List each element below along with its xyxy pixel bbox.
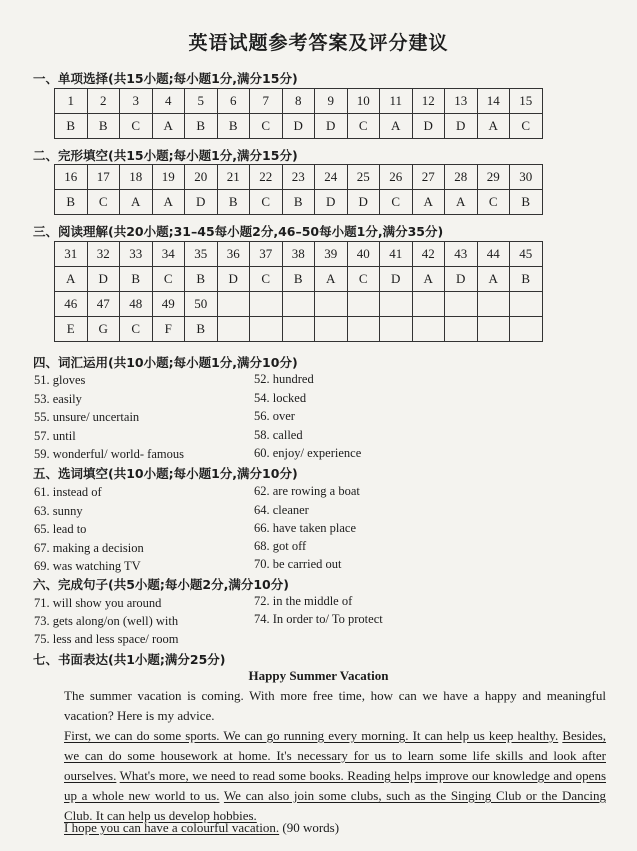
answer-cell: C: [347, 267, 380, 292]
essay-title: Happy Summer Vacation: [248, 668, 389, 683]
answer-item: 69. was watching TV: [34, 559, 141, 573]
section-heading-word-fill: 五、选词填空(共10小题;每小题1分,满分10分): [33, 466, 298, 481]
answer-item: 62. are rowing a boat: [254, 484, 360, 498]
answer-cell: D: [445, 267, 478, 292]
answer-cell: B: [185, 317, 218, 342]
answer-cell: [477, 317, 510, 342]
answer-item: 71. will show you around: [34, 596, 162, 610]
answer-cell: C: [250, 267, 283, 292]
question-number: 33: [120, 242, 153, 267]
answer-cell: [347, 317, 380, 342]
answer-cell: C: [250, 114, 283, 139]
answer-item: 72. in the middle of: [254, 594, 353, 608]
question-number: 44: [477, 242, 510, 267]
section-heading-cloze: 二、完形填空(共15小题;每小题1分,满分15分): [33, 148, 298, 163]
question-number: 34: [152, 242, 185, 267]
answer-cell: B: [120, 267, 153, 292]
answer-cell: [445, 317, 478, 342]
answer-cell: [412, 317, 445, 342]
answer-item: 74. In order to/ To protect: [254, 612, 383, 626]
question-number: 39: [315, 242, 348, 267]
question-number: [315, 292, 348, 317]
essay-text: We can also join some clubs, such as the Singing Club or the Dancing Club. It can help us develop hobbies.: [64, 788, 606, 823]
page-title: 英语试题参考答案及评分建议: [188, 32, 449, 54]
question-number: 42: [412, 242, 445, 267]
question-number: 47: [87, 292, 120, 317]
essay-paragraph-3: [64, 818, 606, 838]
answer-item: 73. gets along/on (well) with: [34, 614, 179, 628]
section-heading-single-choice: 一、单项选择(共15小题;每小题1分,满分15分): [33, 71, 298, 86]
answer-cell: D: [87, 267, 120, 292]
answer-item: 70. be carried out: [254, 557, 342, 571]
answer-cell: D: [315, 190, 348, 215]
question-number: 23: [282, 165, 315, 190]
question-number: 3: [120, 89, 153, 114]
answer-cell: [282, 317, 315, 342]
answer-cell: B: [510, 267, 543, 292]
section-heading-vocabulary: 四、词汇运用(共10小题;每小题1分,满分10分): [33, 355, 298, 370]
question-number: 45: [510, 242, 543, 267]
question-number: 10: [347, 89, 380, 114]
essay-text: The summer vacation is coming. With more free time, how can we have a happy and meaningful vacation? Here is my advice.: [64, 688, 606, 723]
question-number: [380, 292, 413, 317]
question-number: 12: [412, 89, 445, 114]
answer-cell: D: [282, 114, 315, 139]
answer-table-2: [54, 164, 543, 215]
question-number: 36: [217, 242, 250, 267]
question-number: 1: [55, 89, 88, 114]
answer-cell: D: [185, 190, 218, 215]
question-number: 7: [250, 89, 283, 114]
question-number: 5: [185, 89, 218, 114]
question-number: 31: [55, 242, 88, 267]
question-number: 8: [282, 89, 315, 114]
answer-item: 57. until: [34, 429, 76, 443]
answer-cell: [510, 317, 543, 342]
section-heading-reading: 三、阅读理解(共20小题;31–45每小题2分,46–50每小题1分,满分35分): [33, 224, 444, 239]
question-number: 35: [185, 242, 218, 267]
answer-cell: C: [87, 190, 120, 215]
answer-cell: A: [412, 267, 445, 292]
answer-cell: [380, 317, 413, 342]
question-number: 9: [315, 89, 348, 114]
question-number: 19: [152, 165, 185, 190]
question-number: [510, 292, 543, 317]
question-number: 16: [55, 165, 88, 190]
answer-cell: A: [315, 267, 348, 292]
answer-item: 59. wonderful/ world- famous: [34, 447, 184, 461]
question-number: 41: [380, 242, 413, 267]
answer-cell: C: [250, 190, 283, 215]
answer-item: 75. less and less space/ room: [34, 632, 179, 646]
essay-text: Besides, we can do some housework at home. It's necessary for us to learn some life skills and look after ourselves.: [64, 728, 607, 783]
question-number: 20: [185, 165, 218, 190]
answer-cell: C: [347, 114, 380, 139]
question-number: 27: [412, 165, 445, 190]
answer-cell: [250, 317, 283, 342]
question-number: 24: [315, 165, 348, 190]
answer-item: 66. have taken place: [254, 521, 357, 535]
answer-item: 60. enjoy/ experience: [254, 446, 362, 460]
question-number: 38: [282, 242, 315, 267]
question-number: 49: [152, 292, 185, 317]
question-number: 21: [217, 165, 250, 190]
section-heading-writing: 七、书面表达(共1小题;满分25分): [33, 652, 226, 667]
question-number: 22: [250, 165, 283, 190]
answer-cell: B: [217, 114, 250, 139]
question-number: 14: [477, 89, 510, 114]
answer-item: 65. lead to: [34, 522, 87, 536]
question-number: [445, 292, 478, 317]
answer-cell: B: [55, 190, 88, 215]
answer-cell: G: [87, 317, 120, 342]
essay-text: I hope you can have a colourful vacation.: [64, 820, 280, 835]
question-number: 40: [347, 242, 380, 267]
answer-item: 61. instead of: [34, 485, 102, 499]
question-number: [347, 292, 380, 317]
question-number: 37: [250, 242, 283, 267]
question-number: 32: [87, 242, 120, 267]
section-heading-sentence-completion: 六、完成句子(共5小题;每小题2分,满分10分): [33, 577, 289, 592]
answer-cell: A: [152, 190, 185, 215]
answer-cell: B: [217, 190, 250, 215]
question-number: 26: [380, 165, 413, 190]
answer-item: 55. unsure/ uncertain: [34, 410, 140, 424]
essay-paragraph-2: [64, 726, 606, 826]
word-count: (90 words): [282, 820, 340, 835]
answer-cell: B: [282, 190, 315, 215]
answer-item: 52. hundred: [254, 372, 314, 386]
answer-cell: C: [120, 114, 153, 139]
answer-cell: D: [380, 267, 413, 292]
question-number: 17: [87, 165, 120, 190]
answer-cell: C: [120, 317, 153, 342]
question-number: 18: [120, 165, 153, 190]
answer-cell: [217, 317, 250, 342]
answer-item: 51. gloves: [34, 373, 86, 387]
answer-cell: D: [445, 114, 478, 139]
answer-cell: A: [152, 114, 185, 139]
answer-cell: C: [380, 190, 413, 215]
answer-cell: B: [282, 267, 315, 292]
question-number: 15: [510, 89, 543, 114]
question-number: 11: [380, 89, 413, 114]
answer-item: 58. called: [254, 428, 303, 442]
answer-cell: C: [510, 114, 543, 139]
question-number: [412, 292, 445, 317]
question-number: 4: [152, 89, 185, 114]
answer-cell: B: [185, 267, 218, 292]
answer-item: 53. easily: [34, 392, 82, 406]
answer-cell: A: [412, 190, 445, 215]
question-number: 6: [217, 89, 250, 114]
answer-item: 56. over: [254, 409, 295, 423]
question-number: 2: [87, 89, 120, 114]
answer-cell: D: [315, 114, 348, 139]
question-number: 48: [120, 292, 153, 317]
answer-cell: F: [152, 317, 185, 342]
answer-cell: A: [445, 190, 478, 215]
question-number: 46: [55, 292, 88, 317]
answer-item: 63. sunny: [34, 504, 83, 518]
question-number: [217, 292, 250, 317]
answer-cell: A: [55, 267, 88, 292]
answer-cell: A: [477, 114, 510, 139]
answer-cell: D: [217, 267, 250, 292]
answer-cell: E: [55, 317, 88, 342]
answer-cell: A: [120, 190, 153, 215]
answer-cell: C: [477, 190, 510, 215]
answer-cell: C: [152, 267, 185, 292]
answer-item: 64. cleaner: [254, 503, 309, 517]
answer-item: 54. locked: [254, 391, 307, 405]
answer-cell: D: [412, 114, 445, 139]
answer-cell: D: [347, 190, 380, 215]
essay-text: First, we can do some sports. We can go running every morning. It can help us keep healthy.: [64, 728, 559, 743]
answer-cell: B: [55, 114, 88, 139]
answer-table-1: [54, 88, 543, 139]
answer-item: 67. making a decision: [34, 541, 144, 555]
question-number: 28: [445, 165, 478, 190]
answer-cell: B: [87, 114, 120, 139]
question-number: 30: [510, 165, 543, 190]
answer-item: 68. got off: [254, 539, 307, 553]
question-number: [477, 292, 510, 317]
answer-cell: B: [510, 190, 543, 215]
question-number: 43: [445, 242, 478, 267]
answer-table-3: [54, 241, 543, 342]
essay-paragraph-1: [64, 686, 606, 726]
question-number: 13: [445, 89, 478, 114]
answer-cell: [315, 317, 348, 342]
answer-cell: B: [185, 114, 218, 139]
answer-cell: A: [477, 267, 510, 292]
question-number: [250, 292, 283, 317]
question-number: [282, 292, 315, 317]
essay-text: What's more, we need to read some books. Reading helps improve our knowledge and opens up a whole new world to us.: [64, 768, 607, 803]
question-number: 29: [477, 165, 510, 190]
answer-cell: A: [380, 114, 413, 139]
question-number: 50: [185, 292, 218, 317]
question-number: 25: [347, 165, 380, 190]
